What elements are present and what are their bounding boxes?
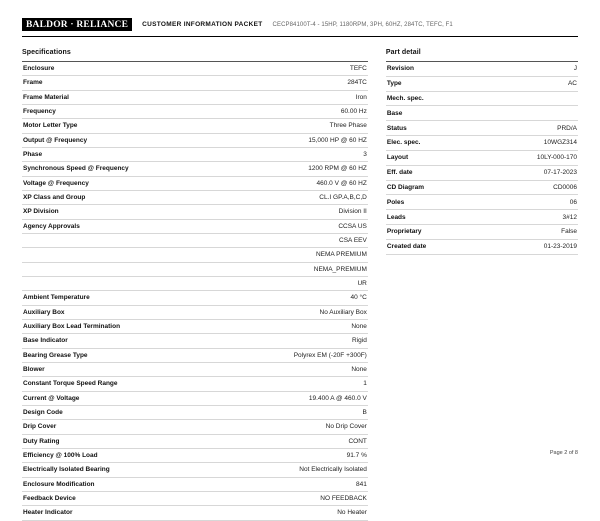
- spec-value: No Drip Cover: [325, 423, 367, 431]
- spec-value: UR: [357, 280, 367, 288]
- table-row: [22, 491, 368, 505]
- spec-value: Not Electrically Isolated: [299, 466, 367, 474]
- spec-value: CL.I GP.A,B,C,D: [319, 194, 367, 202]
- detail-label: Status: [386, 124, 407, 132]
- spec-label-empty: [22, 248, 226, 262]
- spec-value: NEMA PREMIUM: [315, 251, 367, 259]
- spec-label-empty: [22, 233, 226, 247]
- table-row: [22, 463, 368, 477]
- spec-label: Current @ Voltage: [23, 394, 80, 402]
- detail-value: [481, 91, 578, 106]
- spec-label: Agency Approvals: [23, 222, 80, 230]
- detail-value: 10LY-000-170: [536, 154, 577, 162]
- spec-value: NEMA_PREMIUM: [313, 265, 367, 273]
- spec-value: None: [351, 323, 367, 330]
- spec-label: Electrically Isolated Bearing: [23, 466, 110, 474]
- table-row: [22, 133, 368, 147]
- spec-label: Bearing Grease Type: [23, 351, 88, 359]
- table-row: [22, 205, 368, 219]
- detail-label: Revision: [386, 65, 414, 73]
- table-row: [22, 305, 368, 319]
- spec-label: Phase: [23, 151, 43, 159]
- spec-value: 841: [356, 480, 367, 488]
- spec-value: 40 °C: [350, 294, 367, 302]
- spec-label: Auxiliary Box Lead Termination: [23, 323, 121, 330]
- part-detail-heading: Part detail: [385, 49, 421, 56]
- table-row: [22, 377, 368, 391]
- spec-value: None: [351, 365, 367, 373]
- spec-label: XP Division: [23, 208, 59, 216]
- table-row: [386, 239, 578, 254]
- specifications-column: [22, 49, 368, 521]
- detail-label: Layout: [386, 154, 409, 162]
- spec-value: 284TC: [347, 79, 367, 87]
- spec-label: Blower: [23, 365, 45, 373]
- table-row: [22, 319, 368, 333]
- spec-label: Motor Letter Type: [23, 122, 78, 130]
- spec-label: Synchronous Speed @ Frequency: [23, 165, 129, 173]
- table-row: [386, 225, 578, 240]
- spec-label: Design Code: [23, 408, 63, 416]
- table-row: [22, 190, 368, 204]
- spec-value: No Auxiliary Box: [319, 308, 367, 316]
- spec-label: Frame: [23, 79, 43, 87]
- detail-label: Eff. date: [386, 169, 413, 177]
- content-columns: [22, 49, 578, 521]
- detail-label: Poles: [386, 198, 405, 206]
- spec-label: Drip Cover: [23, 423, 57, 431]
- table-row: [22, 162, 368, 176]
- table-row: [386, 91, 578, 106]
- table-row: [386, 195, 578, 210]
- table-row: [22, 334, 368, 348]
- detail-label: Created date: [386, 243, 427, 251]
- detail-value: CD0006: [553, 183, 577, 191]
- table-row: [22, 291, 368, 305]
- spec-value: NO FEEDBACK: [320, 494, 367, 502]
- spec-label: Enclosure: [23, 65, 55, 73]
- table-row: [386, 210, 578, 225]
- table-row-continuation: [22, 262, 368, 276]
- detail-label: Type: [386, 80, 402, 88]
- table-row: [386, 150, 578, 165]
- spec-label: Voltage @ Frequency: [23, 179, 89, 187]
- spec-label: Duty Rating: [23, 437, 60, 445]
- brand-logo: BALDOR · RELIANCE: [22, 18, 132, 31]
- spec-value: 1200 RPM @ 60 HZ: [308, 165, 367, 173]
- table-row: [386, 136, 578, 151]
- table-row: [22, 405, 368, 419]
- detail-value: 07-17-2023: [543, 169, 577, 177]
- spec-label: Base Indicator: [23, 337, 68, 345]
- spec-value: B: [362, 408, 367, 416]
- spec-value: Rigid: [352, 337, 367, 345]
- spec-value: Iron: [355, 93, 367, 101]
- spec-value: CONT: [348, 437, 367, 445]
- table-row: [22, 176, 368, 190]
- table-row: [22, 219, 368, 233]
- table-row: [386, 62, 578, 77]
- spec-value: CSA EEV: [339, 237, 367, 245]
- spec-label-empty: [22, 262, 226, 276]
- document-subtitle: CECP84100T-4 - 15HP, 1180RPM, 3PH, 60HZ, 284TC, TEFC, F1: [272, 21, 453, 28]
- table-row: [22, 362, 368, 376]
- spec-label: Ambient Temperature: [23, 294, 90, 302]
- spec-label-empty: [22, 276, 226, 290]
- spec-value: 19.400 A @ 460.0 V: [308, 394, 367, 402]
- specifications-table: [22, 61, 368, 521]
- page-footer: Page 2 of 8: [549, 450, 578, 456]
- detail-value: 01-23-2019: [543, 243, 577, 251]
- spec-label: Heater Indicator: [23, 509, 73, 517]
- spec-value: 1: [363, 380, 367, 388]
- table-row: [22, 90, 368, 104]
- spec-value: Three Phase: [329, 122, 367, 130]
- specifications-heading: Specifications: [22, 49, 71, 56]
- spec-value: Division II: [338, 208, 367, 216]
- table-row-continuation: [22, 248, 368, 262]
- table-row: [22, 420, 368, 434]
- spec-value: 3: [363, 151, 367, 159]
- table-row: [386, 165, 578, 180]
- table-row: [386, 180, 578, 195]
- table-row: [22, 477, 368, 491]
- table-row: [22, 348, 368, 362]
- table-row-continuation: [22, 233, 368, 247]
- detail-label: Proprietary: [386, 228, 422, 236]
- part-detail-table: [386, 61, 578, 255]
- spec-label: Feedback Device: [23, 494, 76, 502]
- table-row: [22, 76, 368, 90]
- table-row: [22, 147, 368, 161]
- detail-label: CD Diagram: [386, 183, 425, 191]
- spec-value: CCSA US: [338, 222, 367, 230]
- detail-value: 06: [569, 198, 577, 206]
- table-row-continuation: [22, 276, 368, 290]
- detail-value: AC: [567, 80, 577, 88]
- spec-value: TEFC: [349, 65, 367, 73]
- spec-label: Frame Material: [23, 93, 69, 101]
- detail-value: J: [573, 65, 577, 73]
- spec-value: 460.0 V @ 60 HZ: [316, 179, 367, 187]
- table-row: [22, 119, 368, 133]
- spec-label: Efficiency @ 100% Load: [23, 451, 98, 459]
- spec-label: XP Class and Group: [23, 194, 86, 202]
- table-row: [386, 106, 578, 121]
- detail-value: 3#12: [562, 213, 577, 221]
- spec-label: Enclosure Modification: [23, 480, 95, 488]
- detail-label: Elec. spec.: [386, 139, 421, 147]
- detail-value: False: [561, 228, 577, 236]
- spec-label: Output @ Frequency: [23, 136, 88, 144]
- table-row: [22, 104, 368, 118]
- table-row: [22, 62, 368, 76]
- table-row: [22, 506, 368, 520]
- spec-value: 91.7 %: [346, 451, 367, 459]
- table-row: [22, 391, 368, 405]
- spec-label: Constant Torque Speed Range: [23, 380, 118, 388]
- table-row: [386, 121, 578, 136]
- document-header: [22, 18, 578, 37]
- detail-value: [481, 106, 578, 121]
- spec-label: Auxiliary Box: [23, 308, 65, 316]
- table-row: [386, 76, 578, 91]
- spec-value: Polyrex EM (-20F +300F): [293, 351, 367, 359]
- detail-label: Mech. spec.: [386, 95, 424, 102]
- detail-label: Leads: [386, 213, 406, 221]
- detail-value: PRD/A: [557, 124, 577, 132]
- table-row: [22, 448, 368, 462]
- detail-label: Base: [386, 109, 403, 117]
- spec-label: Frequency: [23, 108, 56, 116]
- document-title: CUSTOMER INFORMATION PACKET: [142, 21, 263, 28]
- detail-value: 10WGZ314: [543, 139, 577, 147]
- table-row: [22, 434, 368, 448]
- spec-value: No Heater: [337, 509, 367, 517]
- spec-value: 15,000 HP @ 60 HZ: [308, 136, 367, 144]
- spec-value: 60.00 Hz: [340, 108, 367, 116]
